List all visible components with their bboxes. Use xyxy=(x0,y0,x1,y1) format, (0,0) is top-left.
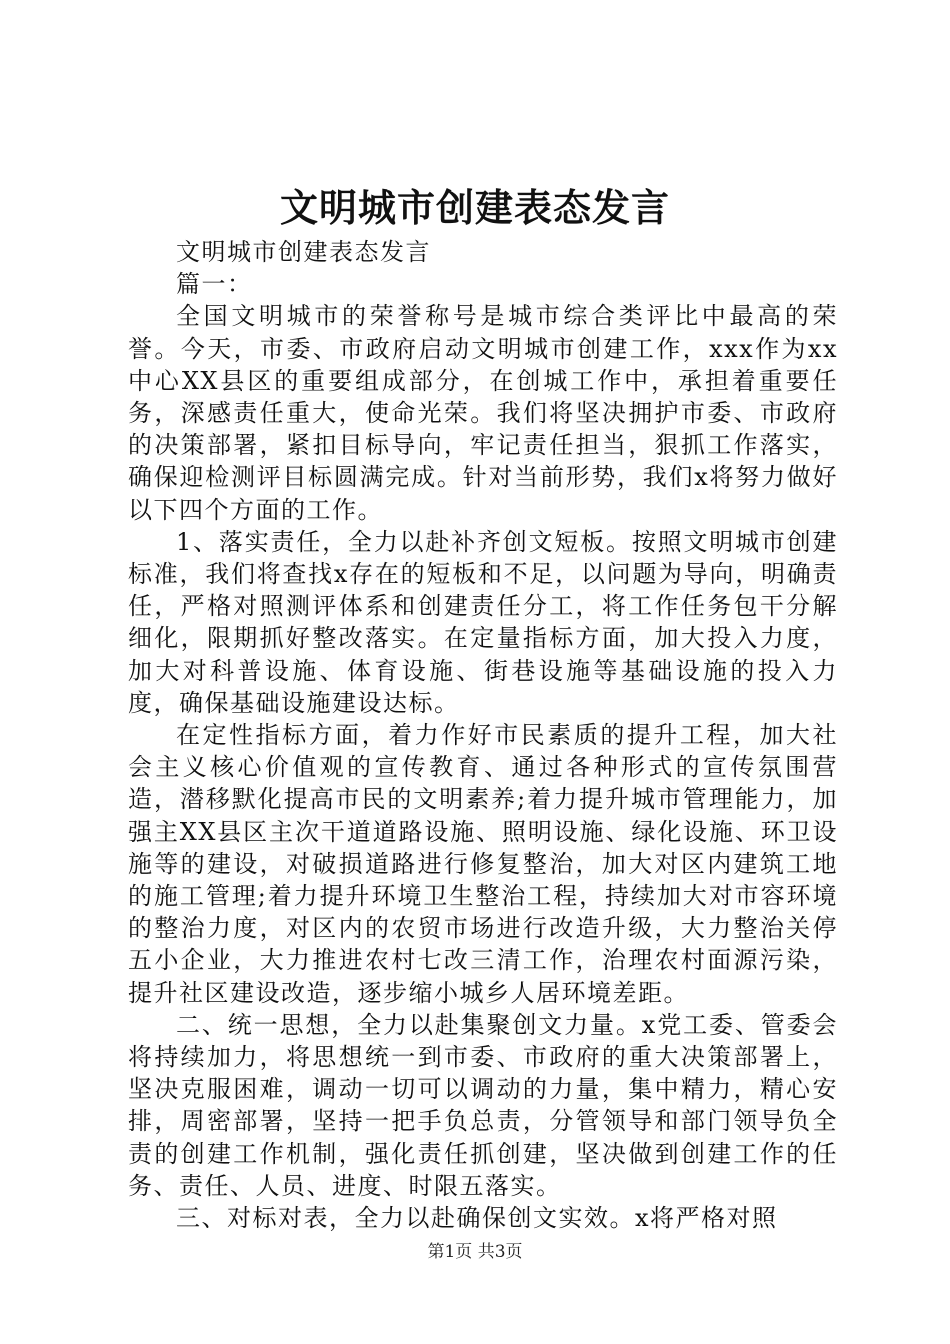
paragraph-point-1: 1、落实责任，全力以赴补齐创文短板。按照文明城市创建标准，我们将查找x存在的短板和不足，以问题为导向，明确责任，严格对照测评体系和创建责任分工，将工作任务包干分解细化，限期抓好整改落实。在定量指标方面，加大投入力度，加大对科普设施、体育设施、街巷设施等基础设施的投入力度，确保基础设施建设达标。 xyxy=(128,527,838,717)
paragraph-intro: 全国文明城市的荣誉称号是城市综合类评比中最高的荣誉。今天，市委、市政府启动文明城市创建工作，xxx作为xx中心XX县区的重要组成部分，在创城工作中，承担着重要任务，深感责任重大，使命光荣。我们将坚决拥护市委、市政府的决策部署，紧扣目标导向，牢记责任担当，狠抓工作落实，确保迎检测评目标圆满完成。针对当前形势，我们x将努力做好以下四个方面的工作。 xyxy=(128,302,838,524)
document-body xyxy=(128,236,838,1234)
document-title: 文明城市创建表态发言 xyxy=(279,185,670,230)
paragraph-point-2: 二、统一思想，全力以赴集聚创文力量。x党工委、管委会将持续加力，将思想统一到市委、市政府的重大决策部署上，坚决克服困难，调动一切可以调动的力量，集中精力，精心安排，周密部署，坚持一把手负总责，分管领导和部门领导负全责的创建工作机制，强化责任抓创建，坚决做到创建工作的任务、责任、人员、进度、时限五落实。 xyxy=(128,1010,838,1200)
paragraph-qualitative: 在定性指标方面，着力作好市民素质的提升工程，加大社会主义核心价值观的宣传教育、通过各种形式的宣传氛围营造，潜移默化提高市民的文明素养;着力提升城市管理能力，加强主XX县区主次干道道路设施、照明设施、绿化设施、环卫设施等的建设，对破损道路进行修复整治，加大对区内建筑工地的施工管理;着力提升环境卫生整治工程，持续加大对市容环境的整治力度，对区内的农贸市场进行改造升级，大力整治关停五小企业，大力推进农村七改三清工作，治理农村面源污染，提升社区建设改造，逐步缩小城乡人居环境差距。 xyxy=(128,721,838,1007)
page-footer: 第1页 共3页 xyxy=(427,1242,523,1262)
paragraph-point-3: 三、对标对表，全力以赴确保创文实效。x将严格对照 xyxy=(176,1204,778,1233)
document-subtitle: 文明城市创建表态发言 xyxy=(176,238,431,266)
section-label: 篇一： xyxy=(176,270,253,299)
